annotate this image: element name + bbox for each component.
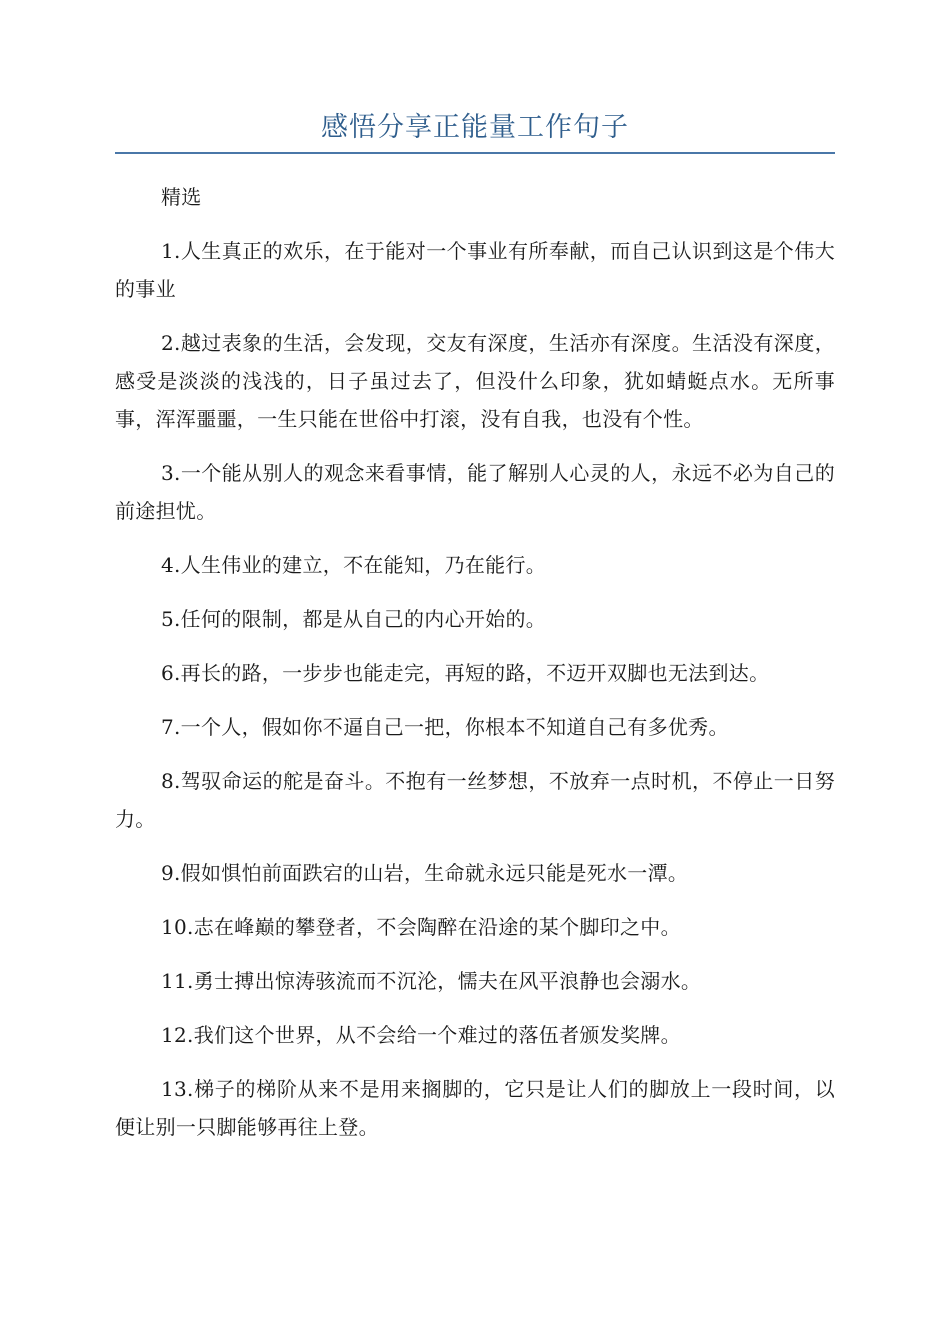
quote-item: 3.一个能从别人的观念来看事情，能了解别人心灵的人，永远不必为自己的前途担忧。 (115, 461, 835, 523)
quote-item: 1.人生真正的欢乐，在于能对一个事业有所奉献，而自己认识到这是个伟大的事业 (115, 239, 835, 301)
quote-item: 8.驾驭命运的舵是奋斗。不抱有一丝梦想，不放弃一点时机，不停止一日努力。 (115, 769, 835, 831)
quote-item: 6.再长的路，一步步也能走完，再短的路，不迈开双脚也无法到达。 (161, 661, 770, 685)
document-title: 感悟分享正能量工作句子 (321, 112, 629, 143)
document-page (115, 108, 835, 1162)
quote-item: 13.梯子的梯阶从来不是用来搁脚的，它只是让人们的脚放上一段时间，以便让别一只脚能够再往上登。 (115, 1077, 835, 1139)
title-divider (115, 152, 835, 154)
quote-item: 4.人生伟业的建立，不在能知，乃在能行。 (161, 553, 547, 577)
quote-item: 12.我们这个世界，从不会给一个难过的落伍者颁发奖牌。 (161, 1023, 681, 1047)
quote-item: 9.假如惧怕前面跌宕的山岩，生命就永远只能是死水一潭。 (161, 861, 689, 885)
quote-item: 2.越过表象的生活，会发现，交友有深度，生活亦有深度。生活没有深度，感受是淡淡的浅浅的，日子虽过去了，但没什么印象，犹如蜻蜓点水。无所事事，浑浑噩噩，一生只能在世俗中打滚，没有自我，也没有个性。 (115, 331, 835, 431)
quote-item: 10.志在峰巅的攀登者，不会陶醉在沿途的某个脚印之中。 (161, 915, 681, 939)
intro-text: 精选 (161, 185, 202, 209)
quote-item: 5.任何的限制，都是从自己的内心开始的。 (161, 607, 547, 631)
quote-item: 7.一个人，假如你不逼自己一把，你根本不知道自己有多优秀。 (161, 715, 729, 739)
quote-item: 11.勇士搏出惊涛骇流而不沉沦，懦夫在风平浪静也会溺水。 (161, 969, 702, 993)
